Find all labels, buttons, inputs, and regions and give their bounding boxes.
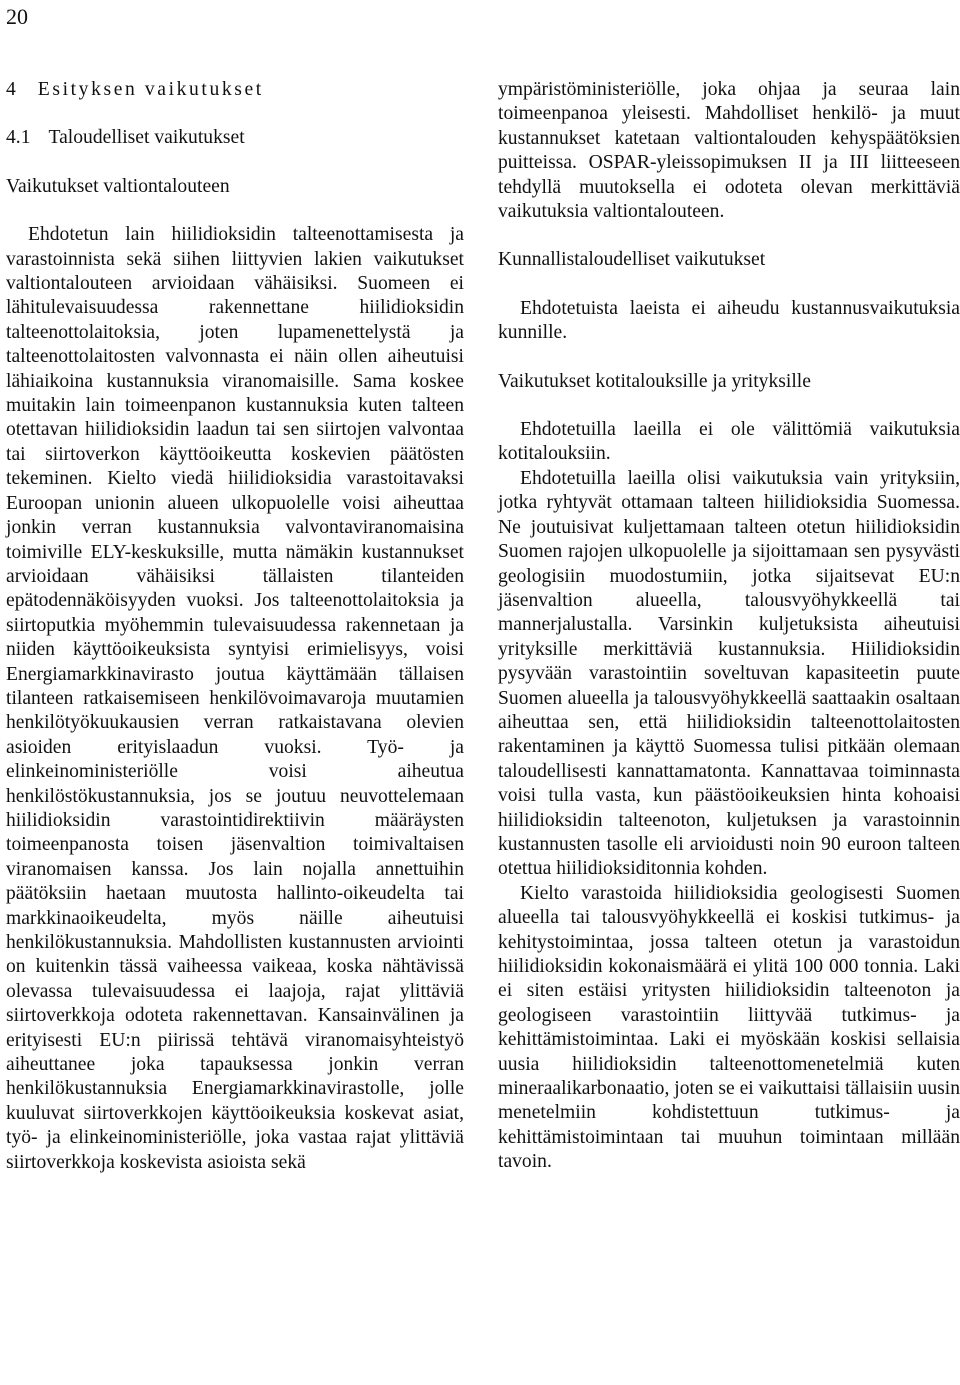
paragraph-municipal-economy: Ehdotetuista laeista ei aiheudu kustannusvaikutuksia kunnille. (498, 297, 960, 344)
subsection-heading (6, 126, 464, 150)
paragraph-state-economy: Ehdotetun lain hiilidioksidin talteenottamisesta ja varastoinnista sekä siihen liittyvien lakien vaikutukset valtiontalouteen arvioidaan vähäisiksi. Suomeen ei lähitulevaisuudessa rakennettane hiilidioksidin talteenottolaitoksia, joten lupamenettelystä ja talteenottolaitosten valvonnasta ei näin ollen aiheutuisi lähiaikoina kustannuksia viranomaisille. Sama koskee muitakin lain toimeenpanon kustannuksia kuten talteen otettavan hiilidioksidin laadun tai sen siirtojen valvontaa tai siirtoverkon käyttöoikeutta koskevien päätösten tekeminen. Kielto viedä hiilidioksidia varastoitavaksi Euroopan unionin alueen ulkopuolelle voisi aiheuttaa jonkin verran kustannuksia valvontaviranomaisina toimiville ELY-keskuksille, mutta nämäkin kustannukset arvioidaan vähäisiksi tällaisten tilanteiden epätodennäköisyyden vuoksi. Jos talteenottolaitoksia ja siirtoputkia myöhemmin tulevaisuudessa rakennetaan ja niiden käyttöoikeuksista syntyisi erimielisyys, voisi Energiamarkkinavirasto joutua käyttämään tällaisen tilanteen ratkaisemiseen henkilövoimavaroja muutamien henkilötyökuukausien verran ratkaistavana olevien asioiden erityislaadun vuoksi. Työ- ja elinkeinoministeriölle voisi aiheutua henkilöstökustannuksia, jos se joutuu neuvottelemaan hiilidioksidin varastointidirektiivin määräysten toimeenpanosta toisen jäsenvaltion toimivaltaisen viranomaisen kanssa. Jos lain nojalla annettuihin päätöksiin haetaan muutosta hallinto-oikeudelta tai markkinaoikeudelta, myös näille aiheutuisi henkilökustannuksia. Mahdollisten kustannusten arviointi on kuitenkin tässä vaiheessa vaikeaa, koska nähtävissä olevassa tulevaisuudessa ei laajoja, rajat ylittäviä siirtoverkkoja odoteta rakennettavan. Kansainvälinen ja erityisesti EU:n piirissä tehtävä viranomaisyhteistyö aiheuttanee joka tapauksessa jonkin verran henkilökustannuksia Energiamarkkinavirastolle, jolle kuuluvat siirtoverkkojen käyttöoikeuksia koskevat asiat, työ- ja elinkeinoministeriölle, joka vastaa rajat ylittäviä siirtoverkkoja koskevista asioista sekä (6, 224, 464, 1173)
left-column (6, 78, 464, 1199)
heading-municipal-economy: Kunnallistaloudelliset vaikutukset (498, 249, 766, 271)
subsection-number: 4.1 (6, 127, 31, 149)
paragraph-state-economy-continued: ympäristöministeriölle, joka ohjaa ja seuraa lain toimeenpanoa yleisesti. Mahdolliset henkilö- ja muut kustannukset katetaan valtiontalouden kehyspäätöksien puitteissa. OSPAR-yleissopimuksen II ja III liitteeseen tehdyllä muutoksella ei odoteta olevan merkittäviä vaikutuksia valtiontalouteen. (498, 79, 960, 223)
section-title: Esityksen vaikutukset (37, 79, 264, 100)
section-heading (6, 78, 464, 102)
heading-state-economy: Vaikutukset valtiontalouteen (6, 175, 230, 197)
section-number: 4 (6, 79, 16, 100)
paragraph-households-2: Ehdotetuilla laeilla olisi vaikutuksia vain yrityksiin, jotka ryhtyvät ottamaan talteen hiilidioksidia Suomessa. Ne joutuisivat kuljettamaan talteen otetun hiilidioksidin Suomen rajojen ulkopuolelle ja sijoittamaan sen pysyvästi geologisiin muodostumiin, jotka sijaitsevat EU:n jäsenvaltion alueella, talousvyöhykkeellä tai mannerjalustalla. Varsinkin kuljetuksista aiheutuisi yrityksille merkittäviä kustannuksia. Hiilidioksidin pysyvään varastointiin soveltuvan kapasiteetin puute Suomen alueella ja talousvyöhykkeellä saattaakin osaltaan aiheuttaa sen, että hiilidioksidin talteenottolaitosten rakentaminen ja käyttö Suomessa tulisi pitkään olemaan taloudellisesti kannattamatonta. Kannattavaa toiminnasta voisi tulla vasta, kun päästöoikeuksien hinta kohoaisi hiilidioksidin talteenoton, kuljetuksen ja varastoinnin kustannusten tasolle eli arvioidusti noin 90 euroon talteen otettua hiilidioksiditonnia kohden. (498, 467, 960, 880)
heading-households-companies: Vaikutukset kotitalouksille ja yrityksille (498, 370, 811, 392)
paragraph-households-1: Ehdotetuilla laeilla ei ole välittömiä vaikutuksia kotitalouksiin. (498, 419, 960, 465)
paragraph-households-3: Kielto varastoida hiilidioksidia geologisesti Suomen alueella tai talousvyöhykkeellä ei koskisi tutkimus- ja kehitystoimintaa, jossa talteen otetun ja varastoidun hiilidioksidin kokonaismäärä ei ylitä 100 000 tonnia. Laki ei siten estäisi yritysten hiilidioksidin talteenoton ja geologiseen varastointiin liittyvää tutkimus- ja kehittämistoimintaa. Laki ei myöskään koskisi sellaisia uusia hiilidioksidin talteenottomenetelmiä kuten mineraalikarbonaatio, joten se ei vaikuttaisi tällaisiin uusin menetelmiin kohdistettuun tutkimus- ja kehittämistoimintaan tai muuhun toimintaan millään tavoin. (498, 882, 960, 1173)
right-column (498, 78, 960, 1175)
subsection-title: Taloudelliset vaikutukset (48, 127, 245, 149)
page-number: 20 (6, 4, 28, 29)
